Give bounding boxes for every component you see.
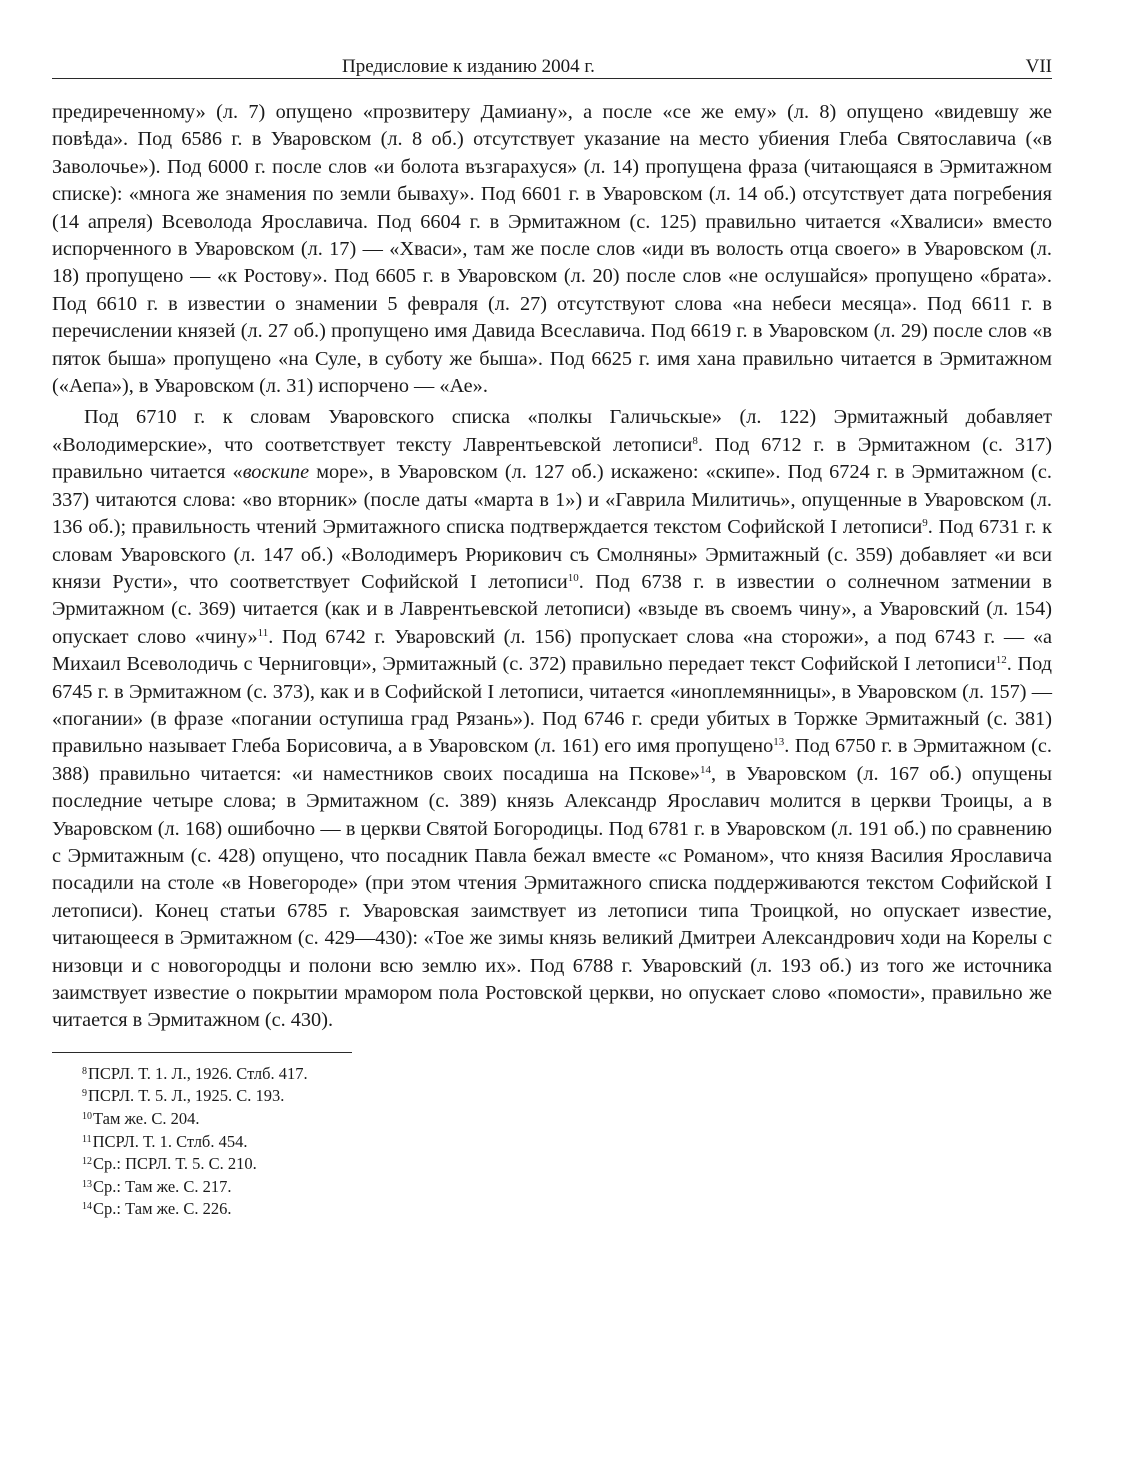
footnote (82, 1063, 1052, 1086)
footnote-ref: 14 (699, 763, 711, 776)
text-run: море», в Уваровском (л. 127 об.) искажено: «скипе». Под 6724 г. в Эрмитажном (с. 337) читаются слова: «во вторник» (после даты «марта в 1») и «Гаврила Милитичь», опущенные в Уваровском (л. 136 об.); правильность чтений Эрмитажного списка подтверждается текстом Софийской I летописи (52, 461, 1052, 539)
paragraph (52, 404, 1052, 1034)
footnote-ref: 10 (567, 571, 579, 584)
footnote-text: ПСРЛ. Т. 1. Л., 1926. Стлб. 417. (88, 1063, 308, 1083)
footnote (82, 1176, 1052, 1199)
footnote-number: 12 (82, 1156, 92, 1168)
footnote (82, 1198, 1052, 1221)
footnote-text: ПСРЛ. Т. 1. Стлб. 454. (92, 1131, 248, 1151)
footnote (82, 1085, 1052, 1108)
footnote-ref: 11 (257, 626, 269, 639)
footnote (82, 1153, 1052, 1176)
footnote-number: 11 (82, 1133, 92, 1145)
text-run: . Под 6745 г. в Эрмитажном (с. 373), как и в Софийской I летописи, читается «иноплемянницы», в Уваровском (л. 157) — «погании» (в фразе «погании оступиша град Рязань»). Под 6746 г. среди убитых в Торжке Эрмитажный (с. 381) правильно называет Глеба Борисовича, а в Уваровском (л. 161) его имя пропущено (52, 653, 1052, 758)
footnote-number: 14 (82, 1201, 92, 1213)
footnote-ref: 13 (773, 736, 785, 749)
body-text (52, 99, 1052, 1035)
footnote-ref: 9 (922, 517, 928, 530)
text-run: , в Уваровском (л. 167 об.) опущены последние четыре слова; в Эрмитажном (с. 389) князь Александр Ярославич молится в церкви Троицы, а в Уваровском (л. 168) ошибочно — в церкви Святой Богородицы. Под 6781 г. в Уваровском (л. 191 об.) по сравнению с Эрмитажным (с. 428) опущено, что посадник Павла бежал вместе «с Романом», что князя Василия Ярославича посадили на столе «в Новегороде» (при этом чтения Эрмитажного списка поддерживаются текстом Софийской I летописи). Конец статьи 6785 г. Уваровская заимствует из летописи типа Троицкой, но опускает известие, читающееся в Эрмитажном (с. 429—430): «Тое же зимы князь великий Дмитреи Александрович ходи на Корелы с низовци и с новогородцы и полони всю землю их». Под 6788 г. Уваровский (л. 193 об.) из того же источника заимствует известие о покрытии мрамором пола Ростовской церкви, но опускает слово «помости», правильно же читается в Эрмитажном (с. 430). (52, 762, 1052, 1032)
footnote-text: Ср.: ПСРЛ. Т. 5. С. 210. (93, 1154, 257, 1174)
footnote-number: 9 (82, 1088, 87, 1100)
paragraph (52, 99, 1052, 400)
footnotes (52, 1063, 1052, 1221)
running-head-title: Предисловие к изданию 2004 г. (342, 56, 595, 77)
running-head (52, 48, 1052, 79)
italic-text: воскипе (242, 461, 310, 484)
footnote-ref: 8 (692, 434, 698, 447)
text-run: . Под 6712 г. в Эрмитажном (с. 317) правильно читается « (52, 433, 1052, 484)
footnote (82, 1131, 1052, 1154)
footnote-text: ПСРЛ. Т. 5. Л., 1925. С. 193. (88, 1086, 285, 1106)
footnote-number: 8 (82, 1065, 87, 1077)
text-run: предиреченному» (л. 7) опущено «прозвитеру Дамиану», а после «се же ему» (л. 8) опущено «видевшу же повѣда». Под 6586 г. в Уваровском (л. 8 об.) отсутствует указание на место убиения Глеба Святославича («в Заволочье»). Под 6000 г. после слов «и болота възгарахуся» (л. 14) пропущена фраза (читающаяся в Эрмитажном списке): «многа же знамения по земли бываху». Под 6601 г. в Уваровском (л. 14 об.) отсутствует дата погребения (14 апреля) Всеволода Ярославича. Под 6604 г. в Эрмитажном (с. 125) правильно читается «Хвалиси» вместо испорченного в Уваровском (л. 17) — «Хваси», там же после слов «иди въ волость отца своего» в Уваровском (л. 18) пропущено — «к Ростову». Под 6605 г. в Уваровском (л. 20) после слов «не ослушайся» пропущено «брата». Под 6610 г. в известии о знамении 5 февраля (л. 27) отсутствуют слова «на небеси месяца». Под 6611 г. в перечислении князей (л. 27 об.) пропущено имя Давида Всеславича. Под 6619 г. в Уваровском (л. 29) после слов «в пяток быша» пропущено «на Суле, в суботу же быша». Под 6625 г. имя хана правильно читается в Эрмитажном («Аепа»), в Уваровском (л. 31) испорчено — «Ае». (52, 101, 1052, 398)
footnote-text: Ср.: Там же. С. 217. (93, 1176, 232, 1196)
footnote-text: Там же. С. 204. (93, 1109, 200, 1128)
text-run: . Под 6742 г. Уваровский (л. 156) пропускает слова «на сторожи», а под 6743 г. — «а Михаил Всеволодичь с Черниговци», Эрмитажный (с. 372) правильно передает текст Софийской I летописи (52, 625, 1052, 676)
text-run: . Под 6750 г. в Эрмитажном (с. 388) правильно читается: «и наместников своих посадиша на Пскове» (52, 735, 1052, 785)
footnote-number: 13 (82, 1178, 92, 1190)
book-page (52, 48, 1052, 1221)
text-run: . Под 6738 г. в известии о солнечном затмении в Эрмитажном (с. 369) читается (как и в Лаврентьевской летописи) «взыде въ своемъ чину», а Уваровский (л. 154) опускает слово «чину» (52, 570, 1052, 648)
footnote-divider (52, 1052, 352, 1053)
text-run: Под 6710 г. к словам Уваровского списка «полкы Галичьскые» (л. 122) Эрмитажный добавляет «Володимерские», что соответствует тексту Лаврентьевской летописи (52, 406, 1052, 456)
page-number: VII (1025, 56, 1052, 77)
text-run: . Под 6731 г. к словам Уваровского (л. 147 об.) «Володимеръ Рюрикович съ Смолняны» Эрмитажный (с. 359) добавляет «и вси князи Русти», что соответствует Софийской I летописи (52, 516, 1053, 593)
footnote-ref: 12 (995, 654, 1007, 667)
footnote-number: 10 (82, 1111, 92, 1122)
footnote-text: Ср.: Там же. С. 226. (93, 1199, 232, 1219)
footnote (82, 1108, 1052, 1131)
